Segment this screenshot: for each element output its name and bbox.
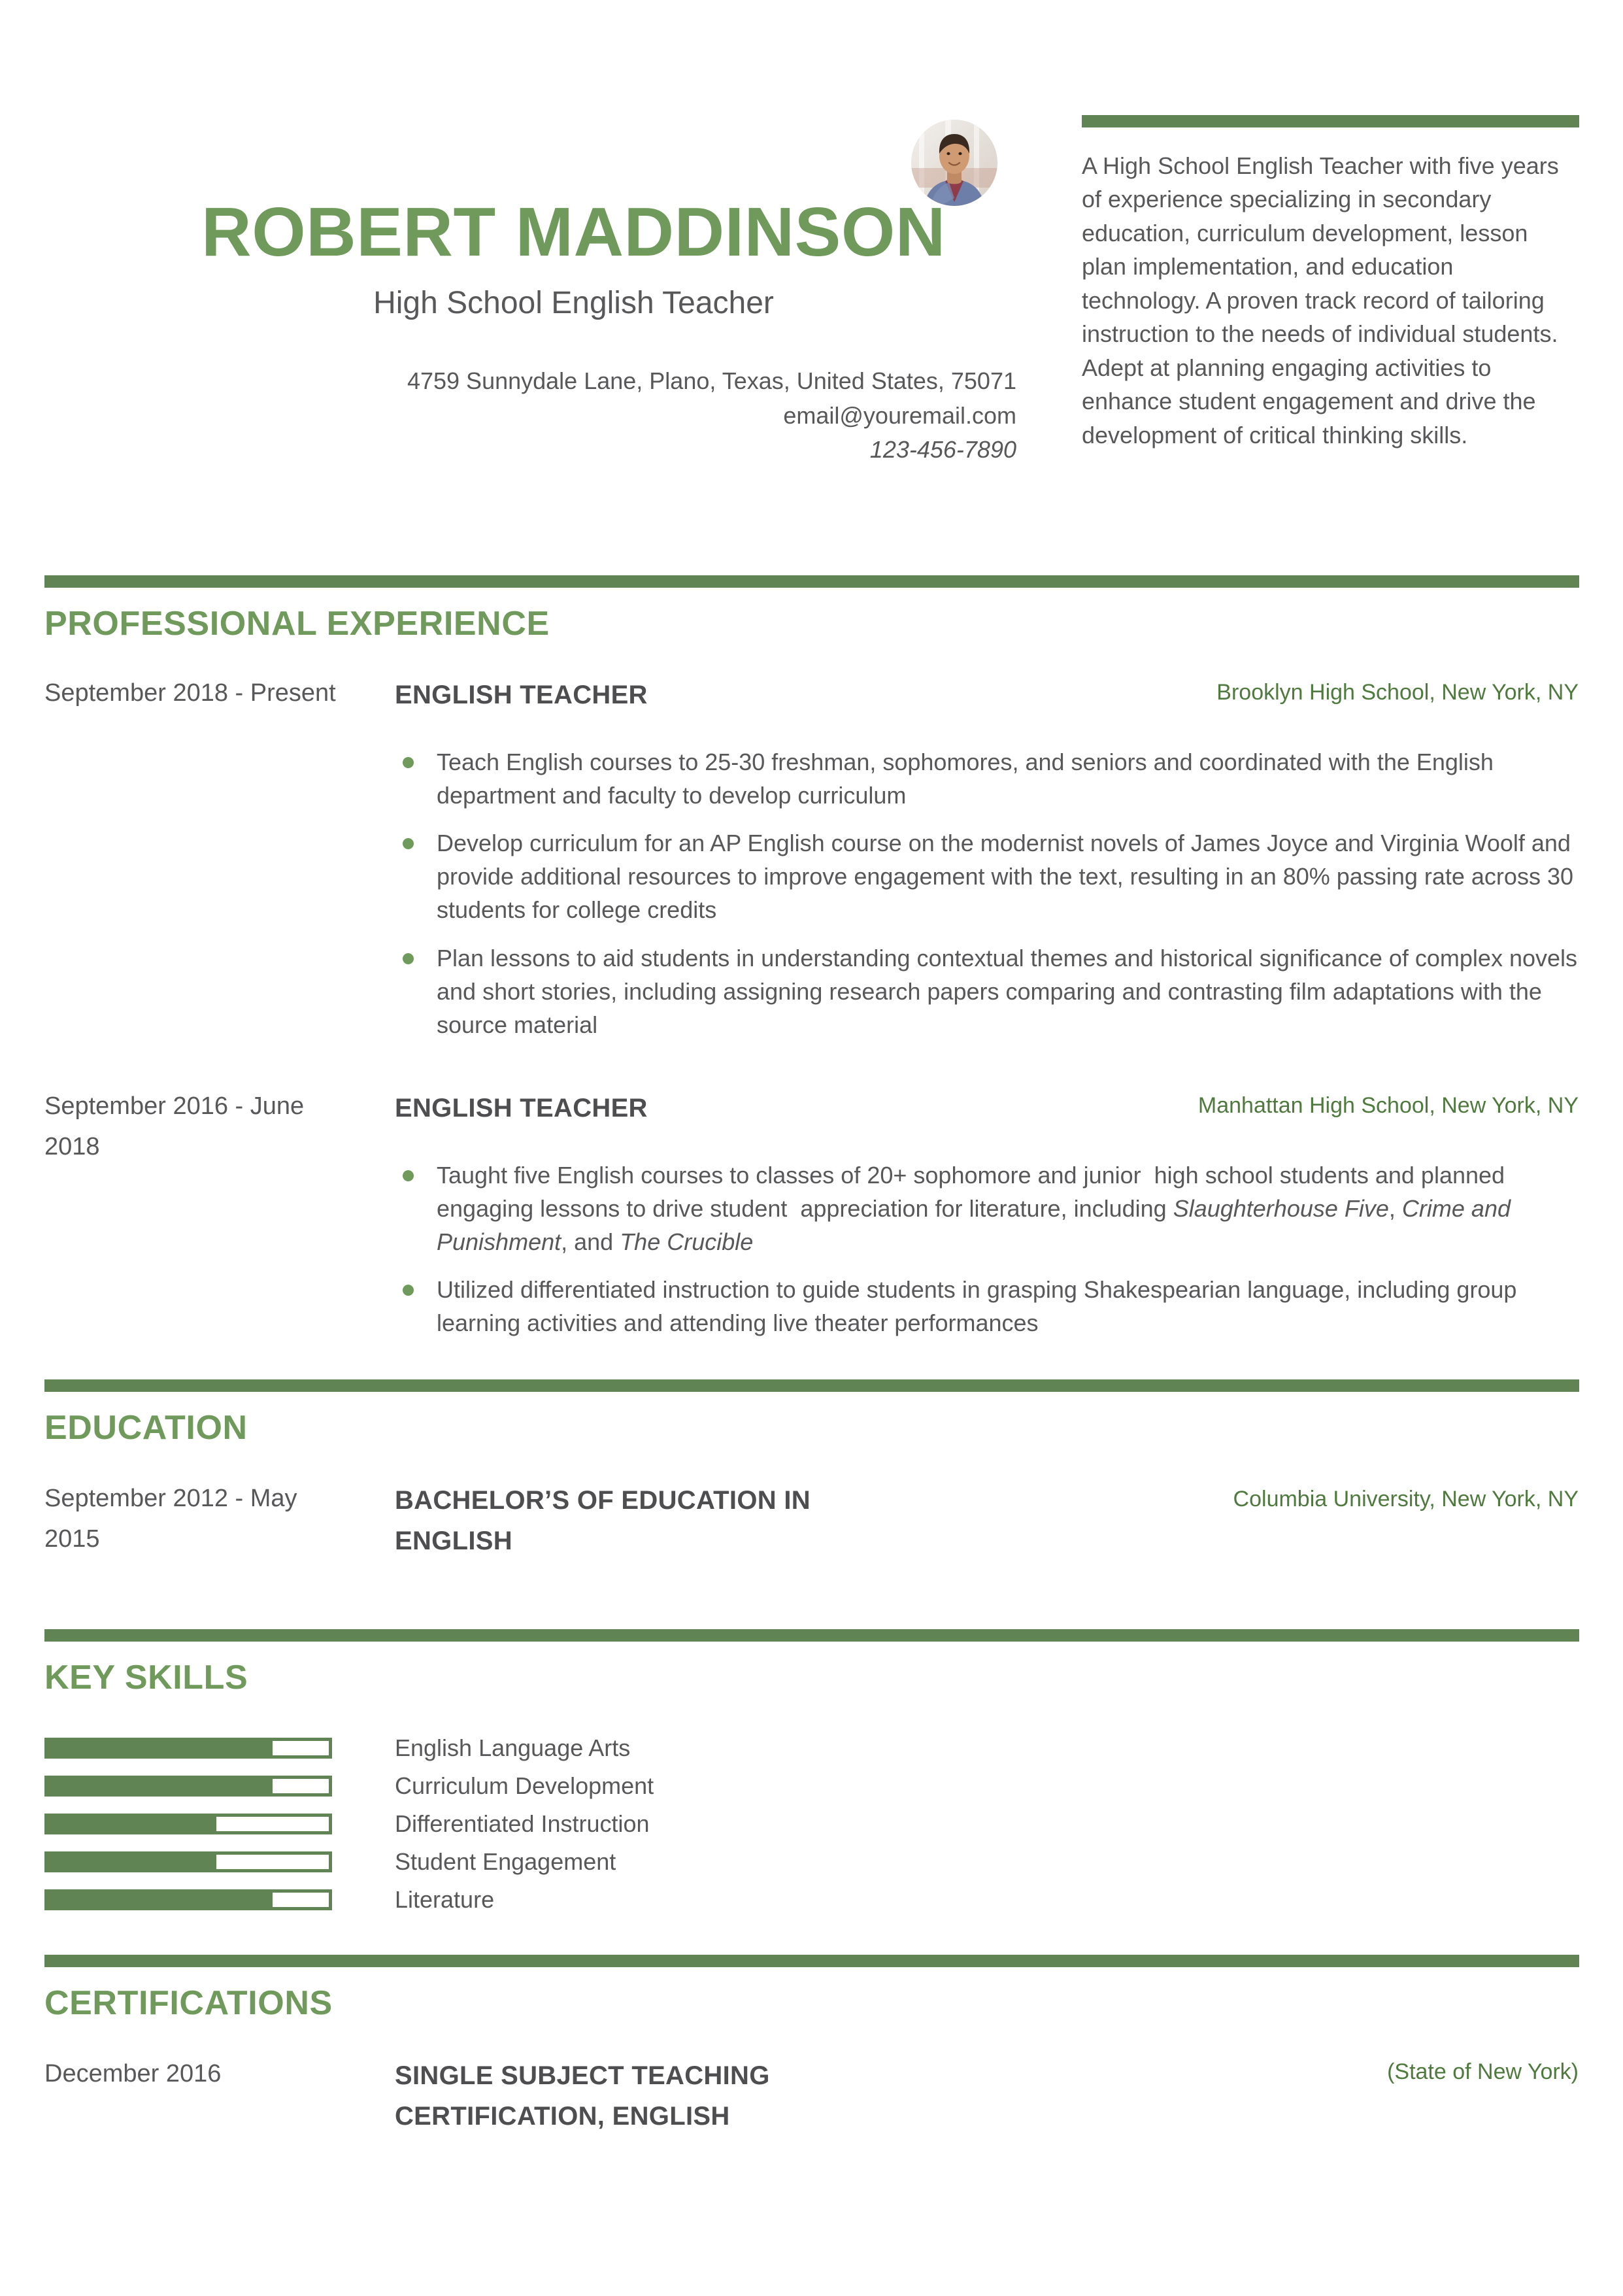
skill-bar-differentiated-instruction xyxy=(44,1814,332,1834)
certification-org-1: (State of New York) xyxy=(1387,2059,1579,2084)
skill-label: Student Engagement xyxy=(395,1848,616,1875)
list-item: Teach English courses to 25-30 freshman, sophomores, and seniors and coordinated with the English department and faculty to develop curriculum xyxy=(395,745,1579,812)
skill-row xyxy=(0,1884,1623,1922)
education-degree-1: BACHELOR’S OF EDUCATION IN ENGLISH xyxy=(395,1486,811,1555)
contact-email[interactable]: email@youremail.com xyxy=(783,401,1016,429)
skill-fill xyxy=(48,1817,216,1831)
skill-label: Literature xyxy=(395,1886,495,1913)
header-identity-block xyxy=(131,196,1016,467)
skills-divider-rule xyxy=(44,1629,1579,1642)
page-title: ROBERT MADDINSON xyxy=(201,194,946,271)
contact-address: 4759 Sunnydale Lane, Plano, Texas, United States, 75071 xyxy=(407,367,1016,395)
section-title-skills: KEY SKILLS xyxy=(44,1659,248,1697)
list-item: Plan lessons to aid students in understanding contextual themes and historical significance of complex novels and short stories, including assigning research papers comparing and contrasting film adaptations with the source material xyxy=(395,941,1579,1041)
certification-name-1: SINGLE SUBJECT TEACHING CERTIFICATION, ENGLISH xyxy=(395,2061,770,2131)
education-org-1: Columbia University, New York, NY xyxy=(1233,1487,1579,1511)
skill-bar-curriculum-development xyxy=(44,1776,332,1797)
list-item: Develop curriculum for an AP English course on the modernist novels of James Joyce and Virginia Woolf and provide additional resources to improve engagement with the text, resulting in an 80% passing rate across 30 students for college credits xyxy=(395,826,1579,926)
contact-block xyxy=(131,364,1016,467)
skill-label: Differentiated Instruction xyxy=(395,1810,650,1837)
skill-row xyxy=(0,1770,1623,1808)
skill-bar-literature xyxy=(44,1889,332,1910)
skills-list xyxy=(0,1732,1623,1922)
section-title-education: EDUCATION xyxy=(44,1409,248,1447)
experience-dates-1: September 2018 - Present xyxy=(44,679,336,707)
skill-row xyxy=(0,1732,1623,1770)
experience-dates-2: September 2016 - June 2018 xyxy=(44,1092,305,1160)
experience-org-1: Brooklyn High School, New York, NY xyxy=(1216,680,1579,705)
experience-divider-rule xyxy=(44,575,1579,588)
education-dates-1: September 2012 - May 2015 xyxy=(44,1485,297,1553)
section-title-experience: PROFESSIONAL EXPERIENCE xyxy=(44,605,550,643)
skill-label: English Language Arts xyxy=(395,1734,631,1761)
skill-fill xyxy=(48,1779,273,1793)
job-title: High School English Teacher xyxy=(373,286,774,321)
certifications-divider-rule xyxy=(44,1955,1579,1967)
skill-fill xyxy=(48,1893,273,1907)
education-divider-rule xyxy=(44,1379,1579,1392)
experience-role-2: ENGLISH TEACHER xyxy=(395,1094,648,1123)
list-item: Utilized differentiated instruction to guide students in grasping Shakespearian language, including group learning activities and attending live theater performances xyxy=(395,1273,1579,1340)
experience-role-1: ENGLISH TEACHER xyxy=(395,681,648,709)
experience-bullets-1 xyxy=(395,745,1579,1056)
skill-bar-english-language-arts xyxy=(44,1738,332,1759)
contact-phone[interactable]: 123-456-7890 xyxy=(869,436,1016,464)
experience-org-2: Manhattan High School, New York, NY xyxy=(1197,1093,1579,1118)
skill-bar-student-engagement xyxy=(44,1851,332,1872)
skill-fill xyxy=(48,1855,216,1869)
certification-dates-1: December 2016 xyxy=(44,2060,222,2087)
skill-fill xyxy=(48,1741,273,1755)
professional-summary: A High School English Teacher with five years of experience specializing in secondary education, curriculum development, lesson plan implementation, and education technology. A proven track record of tailoring instruction to the needs of individual students. Adept at planning engaging activities to enhance student engagement and drive the development of critical thinking skills. xyxy=(1082,152,1559,448)
skill-row xyxy=(0,1808,1623,1846)
summary-divider-rule xyxy=(1082,115,1579,127)
skill-label: Curriculum Development xyxy=(395,1772,654,1799)
list-item: Taught five English courses to classes of 20+ sophomore and junior high school students and planned engaging lessons to drive student appreciation for literature, including Slaughterhouse Five, Crime and Punishment, and The Crucible xyxy=(395,1158,1579,1258)
section-title-certifications: CERTIFICATIONS xyxy=(44,1984,333,2022)
skill-row xyxy=(0,1846,1623,1884)
experience-bullets-2 xyxy=(395,1158,1579,1355)
